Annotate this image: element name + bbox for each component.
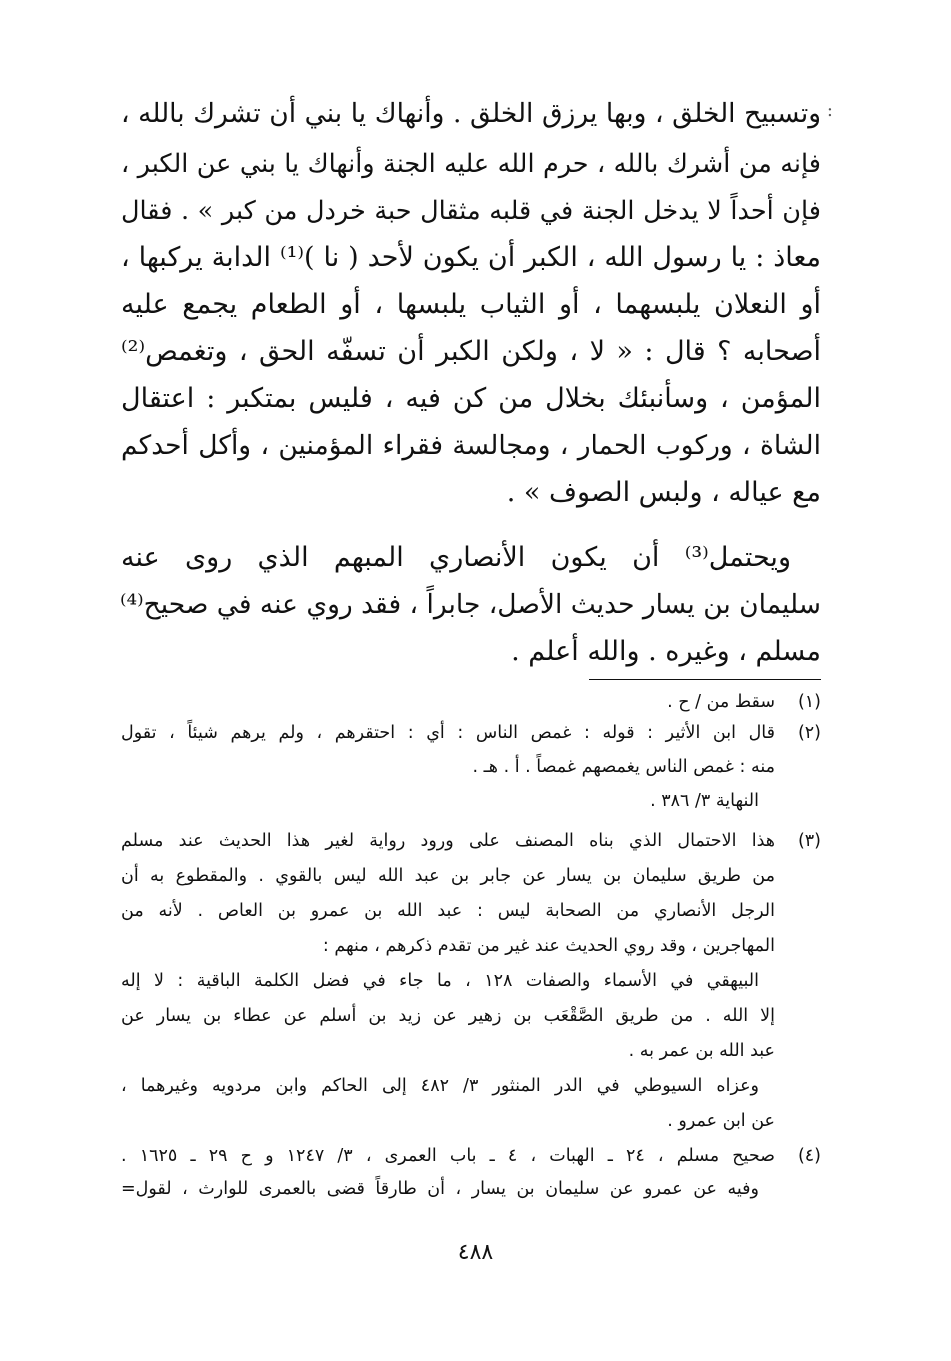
footnote-number: (٣) bbox=[797, 831, 821, 851]
footnote-line: عن ابن عمرو . bbox=[667, 1111, 775, 1131]
footnote-number: (٢) bbox=[797, 723, 821, 743]
body-line: أصحابه ؟ قال : « لا ، ولكن الكبر أن تسفّه الحق ، وتغمص⁽²⁾ bbox=[121, 336, 821, 367]
body-line: معاذ : يا رسول الله ، الكبر أن يكون لأحد ( نا )⁽¹⁾ الدابة يركبها ، bbox=[121, 242, 821, 273]
body-line: المؤمن ، وسأنبئك بخلال من كن فيه ، فليس بمتكبر : اعتقال bbox=[121, 383, 821, 414]
body-line: مسلم ، وغيره . والله أعلم . bbox=[511, 636, 821, 667]
footnote-1 bbox=[121, 687, 821, 718]
footnote-line: وعزاه السيوطي في الدر المنثور ٣/ ٤٨٢ إلى الحاكم وابن مردويه وغيرهما ، bbox=[121, 1076, 759, 1096]
footnote-3 bbox=[121, 826, 821, 857]
body-line: الشاة ، وركوب الحمار ، ومجالسة فقراء المؤمنين ، وأكل أحدكم bbox=[121, 430, 821, 461]
footnote-3-cont bbox=[121, 861, 821, 892]
body-line: فإن أحداً لا يدخل الجنة في قلبه مثقال حبة خردل من كبر » . فقال bbox=[121, 196, 821, 226]
footnote-4-cont bbox=[121, 1174, 821, 1205]
footnote-3-cont bbox=[121, 966, 821, 997]
footnote-line: الرجل الأنصاري من الصحابة ليس : عبد الله بن عمرو بن العاص . لأنه من bbox=[121, 901, 775, 921]
footnote-separator bbox=[589, 679, 821, 680]
footnote-line: منه : غمص الناس يغمصهم غمصاً . أ . هـ . bbox=[472, 757, 775, 777]
body-line: وتسبيح الخلق ، وبها يرزق الخلق . وأنهاك يا بني أن تشرك بالله ، bbox=[121, 98, 821, 129]
footnote-line: المهاجرين ، وقد روي الحديث عند غير من تقدم ذكرهم ، منهم : bbox=[322, 936, 775, 956]
footnote-line: من طريق سليمان بن يسار عن جابر بن عبد الله ليس بالقوي . والمقطوع به أن bbox=[121, 866, 775, 886]
body-line: سليمان بن يسار حديث الأصل، جابراً ، فقد روي عنه في صحيح⁽⁴⁾ bbox=[119, 589, 821, 620]
footnote-line: هذا الاحتمال الذي بناه المصنف على ورود رواية لغير هذا الحديث عند مسلم bbox=[121, 831, 775, 851]
footnote-3-cont bbox=[121, 1071, 821, 1102]
body-line: فإنه من أشرك بالله ، حرم الله عليه الجنة وأنهاك يا بني عن الكبر ، bbox=[121, 149, 821, 179]
footnote-2-cont bbox=[121, 786, 821, 817]
footnote-line: سقط من / ح . bbox=[667, 692, 775, 712]
body-line: مع عياله ، ولبس الصوف » . bbox=[506, 477, 821, 508]
footnote-3-cont bbox=[121, 1036, 821, 1067]
footnote-line: صحيح مسلم ، ٢٤ ـ الهبات ، ٤ ـ باب العمرى ، ٣/ ١٢٤٧ و ح ٢٩ ـ ١٦٢٥ . bbox=[121, 1146, 775, 1166]
body-line: ويحتمل⁽³⁾ أن يكون الأنصاري المبهم الذي روى عنه bbox=[121, 542, 791, 573]
footnote-3-cont bbox=[121, 1001, 821, 1032]
footnote-2 bbox=[121, 718, 821, 749]
margin-mark: : bbox=[826, 100, 833, 121]
footnote-4 bbox=[121, 1141, 821, 1172]
footnote-line: عبد الله بن عمر به . bbox=[628, 1041, 775, 1061]
footnote-line: البيهقي في الأسماء والصفات ١٢٨ ، ما جاء في فضل الكلمة الباقية : لا إله bbox=[121, 971, 759, 991]
footnote-3-cont bbox=[121, 931, 821, 962]
footnote-2-cont bbox=[121, 752, 821, 783]
footnote-3-cont bbox=[121, 896, 821, 927]
footnote-number: (٤) bbox=[797, 1146, 821, 1166]
footnote-number: (١) bbox=[797, 692, 821, 712]
footnote-line: النهاية ٣/ ٣٨٦ . bbox=[650, 791, 759, 811]
page-number: ٤٨٨ bbox=[457, 1240, 494, 1265]
footnote-line: وفيه عن عمرو عن سليمان بن يسار ، أن طارقاً قضى بالعمرى للوارث ، لقول= bbox=[121, 1179, 759, 1199]
footnote-3-cont bbox=[121, 1106, 821, 1137]
footnote-line: إلا الله . من طريق الصَّقْعَب بن زهير عن زيد بن أسلم عن عطاء بن يسار عن bbox=[121, 1006, 775, 1026]
body-line: أو النعلان يلبسهما ، أو الثياب يلبسها ، أو الطعام يجمع عليه bbox=[121, 289, 821, 320]
footnote-line: قال ابن الأثير : قوله : غمص الناس : أي : احتقرهم ، ولم يرهم شيئاً ، تقول bbox=[121, 723, 775, 743]
